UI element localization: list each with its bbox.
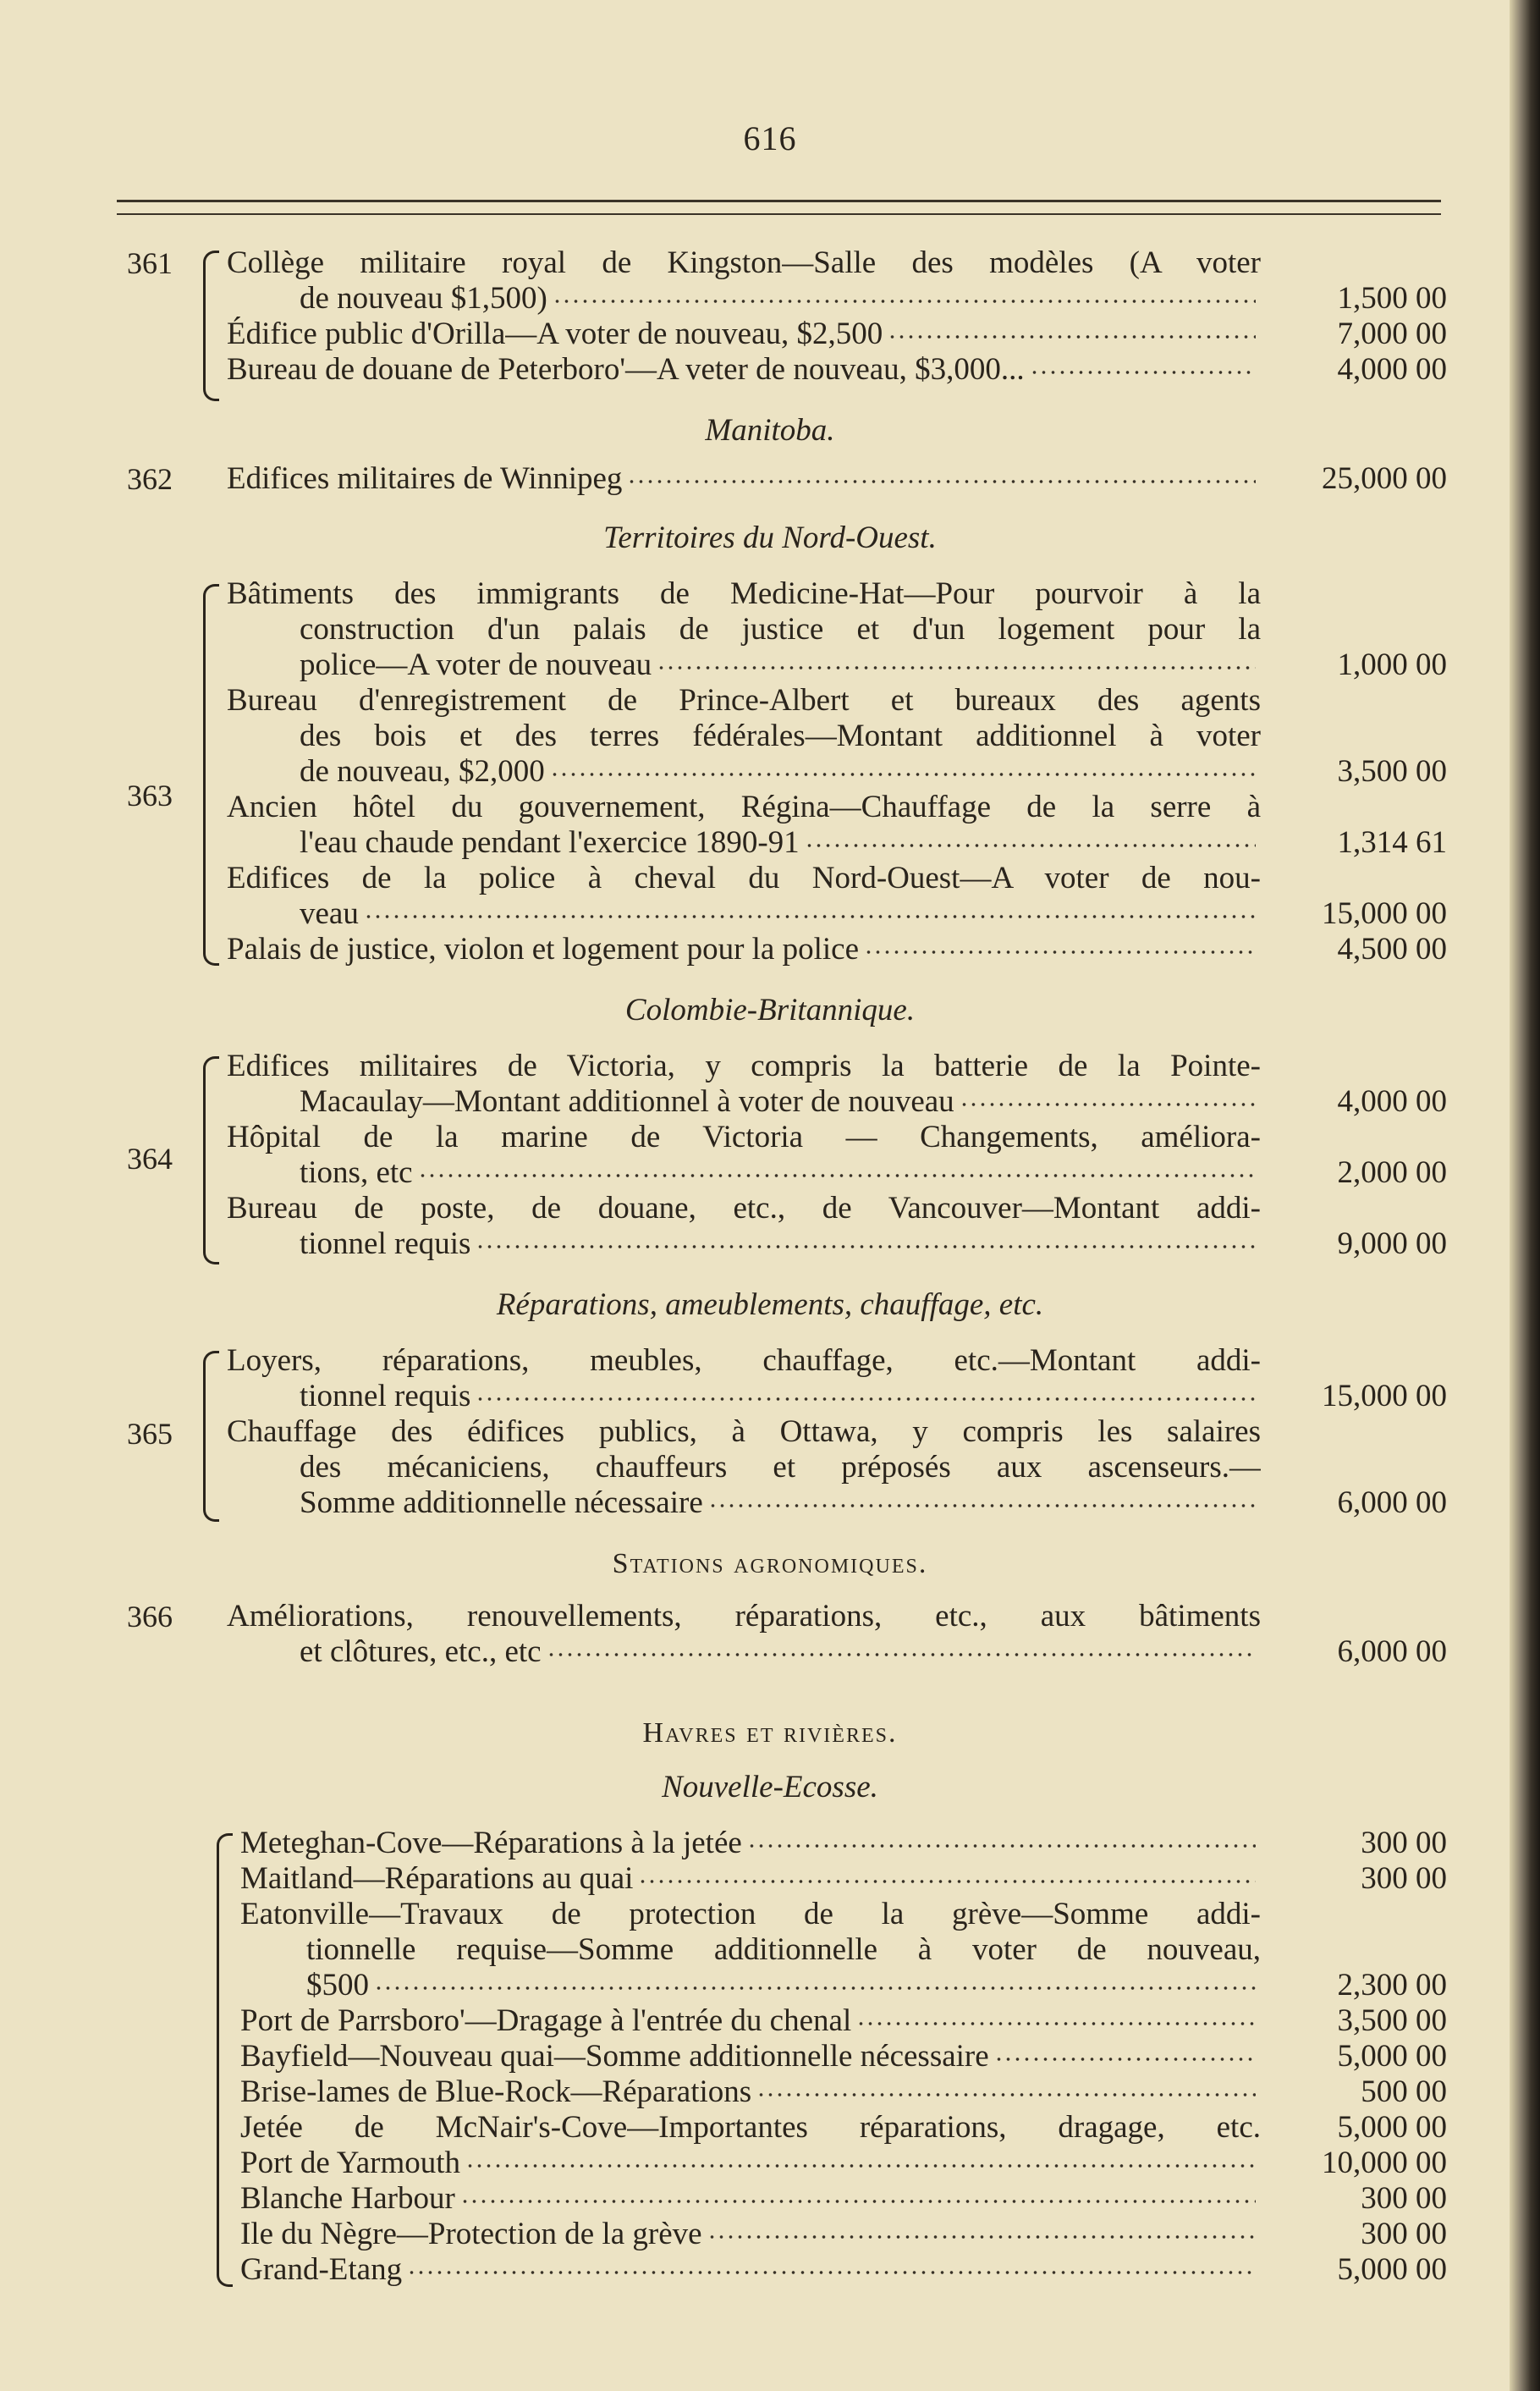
entry-line: Jetée de McNair's-Cove—Importantes réparations, dragage, etc.	[240, 2110, 1261, 2145]
amount: 4,000 00	[1337, 1084, 1447, 1119]
amount: 10,000 00	[1322, 2146, 1447, 2180]
entry-line: de nouveau, $2,000	[300, 753, 1261, 791]
entry-line: l'eau chaude pendant l'exercice 1890-91	[300, 824, 1261, 862]
amount: 300 00	[1361, 2181, 1447, 2216]
amount: 9,000 00	[1337, 1226, 1447, 1261]
entry-line: Brise-lames de Blue-Rock—Réparations	[240, 2074, 1261, 2111]
section-heading-colombie: Colombie-Britannique.	[624, 993, 916, 1027]
entry-line: Meteghan-Cove—Réparations à la jetée	[240, 1825, 1261, 1862]
amount: 6,000 00	[1337, 1634, 1447, 1669]
item-number-366: 366	[127, 1600, 173, 1633]
amount: 5,000 00	[1337, 2252, 1447, 2287]
amount: 15,000 00	[1322, 1379, 1447, 1413]
entry-line: Édifice public d'Orilla—A voter de nouveau, $2,500	[227, 316, 1261, 353]
brace-365	[203, 1351, 219, 1522]
amount: 3,500 00	[1337, 2003, 1447, 2038]
entry-line: Loyers, réparations, meubles, chauffage, etc.—Montant addi-	[227, 1343, 1261, 1378]
entry-line: construction d'un palais de justice et d'un logement pour la	[300, 612, 1261, 647]
amount: 1,000 00	[1337, 647, 1447, 682]
amount: 4,500 00	[1337, 932, 1447, 967]
entry-line: $500	[306, 1967, 1261, 2004]
entry-line: Port de Parrsboro'—Dragage à l'entrée du chenal	[240, 2003, 1261, 2040]
entry-line: veau	[300, 895, 1261, 933]
amount: 1,314 61	[1337, 825, 1447, 860]
entry-line: Edifices de la police à cheval du Nord-Ouest—A voter de nou-	[227, 861, 1261, 895]
amount: 5,000 00	[1337, 2110, 1447, 2145]
amount: 5,000 00	[1337, 2039, 1447, 2074]
entry-line: Bureau d'enregistrement de Prince-Albert et bureaux des agents	[227, 683, 1261, 718]
section-heading-manitoba: Manitoba.	[705, 413, 835, 448]
entry-line: Bayfield—Nouveau quai—Somme additionnelle nécessaire	[240, 2038, 1261, 2075]
brace-363	[203, 584, 219, 966]
header-rule	[117, 200, 1441, 202]
entry-line: Bureau de douane de Peterboro'—A veter de nouveau, $3,000...	[227, 351, 1261, 388]
entry-line: Edifices militaires de Winnipeg	[227, 460, 1261, 498]
page-number: 616	[743, 119, 797, 157]
amount: 3,500 00	[1337, 754, 1447, 789]
amount: 300 00	[1361, 2217, 1447, 2251]
entry-line: Ile du Nègre—Protection de la grève	[240, 2216, 1261, 2253]
item-number-362: 362	[127, 462, 173, 496]
entry-line: Collège militaire royal de Kingston—Salle des modèles (A voter	[227, 245, 1261, 280]
item-number-364: 364	[127, 1142, 173, 1176]
amount: 300 00	[1361, 1861, 1447, 1896]
item-number-361: 361	[127, 246, 173, 280]
brace-364	[203, 1056, 219, 1264]
entry-line: Port de Yarmouth	[240, 2145, 1261, 2182]
brace-367	[217, 1833, 233, 2287]
entry-line: Ancien hôtel du gouvernement, Régina—Chauffage de la serre à	[227, 790, 1261, 824]
entry-line: Eatonville—Travaux de protection de la grève—Somme addi-	[240, 1897, 1261, 1931]
section-heading-territoires: Territoires du Nord-Ouest.	[603, 521, 937, 555]
entry-line: Hôpital de la marine de Victoria — Changements, améliora-	[227, 1120, 1261, 1154]
entry-line: Grand-Etang	[240, 2251, 1261, 2289]
entry-line: Edifices militaires de Victoria, y compris la batterie de la Pointe-	[227, 1049, 1261, 1083]
section-heading-reparations: Réparations, ameublements, chauffage, etc.	[496, 1287, 1044, 1322]
entry-line: Macaulay—Montant additionnel à voter de nouveau	[300, 1083, 1261, 1121]
entry-line: et clôtures, etc., etc	[300, 1633, 1261, 1671]
brace-361	[203, 251, 219, 401]
section-heading-stations: Stations agronomiques.	[612, 1548, 928, 1579]
amount: 2,000 00	[1337, 1155, 1447, 1190]
entry-line: des bois et des terres fédérales—Montant additionnel à voter	[300, 719, 1261, 753]
entry-line: tionnel requis	[300, 1226, 1261, 1263]
amount: 2,300 00	[1337, 1968, 1447, 2003]
header-rule-thin	[117, 213, 1441, 215]
amount: 4,000 00	[1337, 352, 1447, 387]
item-number-363: 363	[127, 779, 173, 813]
amount: 300 00	[1361, 1826, 1447, 1860]
entry-line: police—A voter de nouveau	[300, 647, 1261, 684]
entry-line: Palais de justice, violon et logement pour la police	[227, 931, 1261, 968]
entry-line: Bâtiments des immigrants de Medicine-Hat—Pour pourvoir à la	[227, 576, 1261, 611]
entry-line: de nouveau $1,500)	[300, 280, 1261, 317]
amount: 6,000 00	[1337, 1485, 1447, 1520]
item-number-365: 365	[127, 1417, 173, 1451]
entry-line: tions, etc	[300, 1154, 1261, 1192]
section-heading-havres: Havres et rivières.	[642, 1717, 898, 1749]
entry-line: Chauffage des édifices publics, à Ottawa, y compris les salaires	[227, 1414, 1261, 1449]
entry-line: Somme additionnelle nécessaire	[300, 1485, 1261, 1522]
entry-line: tionnel requis	[300, 1378, 1261, 1415]
amount: 7,000 00	[1337, 317, 1447, 351]
entry-line: des mécaniciens, chauffeurs et préposés aux ascenseurs.—	[300, 1450, 1261, 1485]
entry-line: Blanche Harbour	[240, 2180, 1261, 2217]
amount: 25,000 00	[1322, 461, 1447, 496]
entry-line: tionnelle requise—Somme additionnelle à voter de nouveau,	[306, 1932, 1261, 1967]
entry-line: Bureau de poste, de douane, etc., de Vancouver—Montant addi-	[227, 1191, 1261, 1226]
entry-line: Maitland—Réparations au quai	[240, 1860, 1261, 1898]
amount: 15,000 00	[1322, 896, 1447, 931]
section-heading-nouvelle-ecosse: Nouvelle-Ecosse.	[662, 1770, 878, 1804]
entry-line: Améliorations, renouvellements, réparations, etc., aux bâtiments	[227, 1599, 1261, 1633]
amount: 1,500 00	[1337, 281, 1447, 316]
amount: 500 00	[1361, 2074, 1447, 2109]
